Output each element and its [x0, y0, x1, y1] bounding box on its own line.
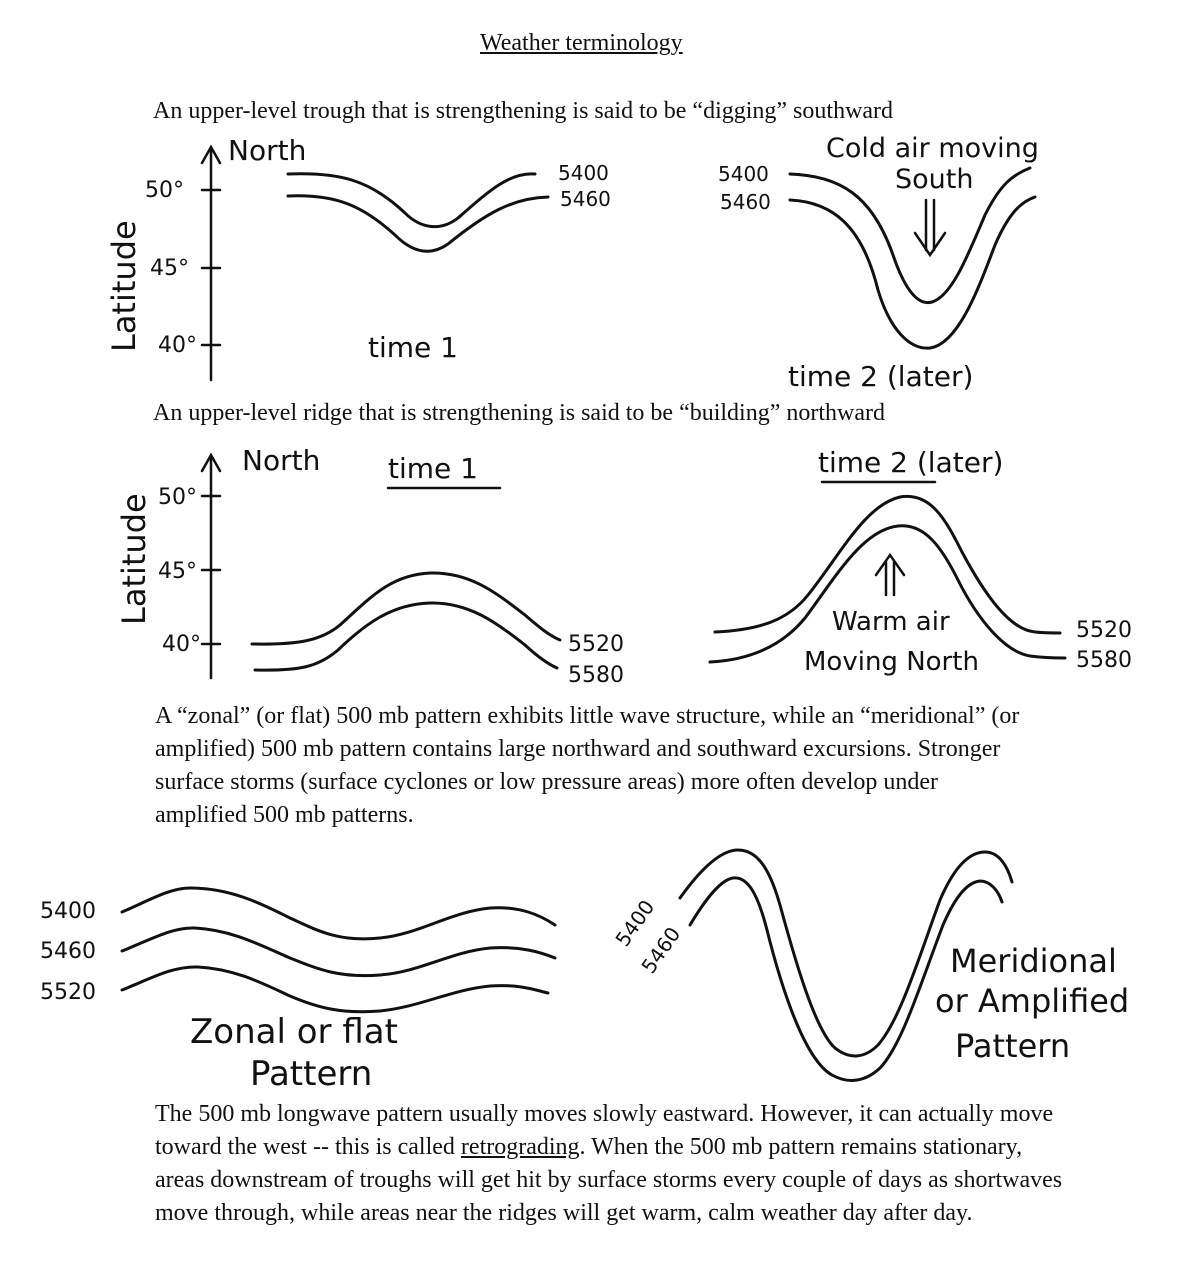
trough-lat-label-50: 50°	[145, 178, 184, 203]
ridge-diagram	[115, 444, 1132, 688]
meridional-label-line1: Meridional	[950, 942, 1117, 980]
trough-time2-label-5400: 5400	[718, 162, 769, 186]
ridge-lat-label-45: 45°	[158, 559, 197, 584]
ridge-time2-label-5520: 5520	[1076, 618, 1132, 643]
trough-time2-contour-5460	[790, 197, 1035, 348]
trough-time1-label: time 1	[368, 331, 458, 364]
page-title: Weather terminology	[480, 30, 683, 56]
south-arrow-icon	[915, 200, 945, 255]
trough-time2-label-5460: 5460	[720, 190, 771, 214]
zonal-pattern-label-line1: Zonal or flat	[190, 1012, 398, 1052]
ridge-time1-contour-5520	[252, 573, 560, 644]
ridge-time2-label: time 2 (later)	[818, 446, 1004, 479]
north-arrow-icon	[876, 555, 904, 595]
ridge-lat-label-40: 40°	[162, 632, 201, 657]
ridge-time1-label-5580: 5580	[568, 663, 624, 688]
trough-annotation-line2: South	[895, 164, 974, 195]
zonal-label-5520: 5520	[40, 980, 96, 1005]
ridge-time1-contour-5580	[255, 603, 557, 670]
trough-lat-label-40: 40°	[158, 333, 197, 358]
zonal-paragraph: A “zonal” (or flat) 500 mb pattern exhibits little wave structure, while an “meridional” (or amplified) 500 mb pattern contains large northward and southward excursions. Stronger surface storms (surface cyclones or low pressure areas) more often develop under amplified 500 mb patterns.	[155, 703, 1020, 828]
zonal-label-5460: 5460	[40, 939, 96, 964]
meridional-label-5460: 5460	[636, 922, 686, 978]
trough-axis-label: Latitude	[105, 220, 143, 352]
ridge-time1-label-5520: 5520	[568, 632, 624, 657]
meridional-label-5400: 5400	[610, 895, 660, 951]
final-paragraph-after: . When the 500 mb pattern remains stationary, areas downstream of troughs will get hit by surface storms every couple of days as shortwaves move through, while areas near the ridges will get warm, calm weather day after day.	[155, 1134, 1063, 1226]
trough-annotation-line1: Cold air moving	[826, 133, 1039, 164]
zonal-contour-5400	[122, 888, 555, 939]
trough-diagram	[105, 133, 1039, 393]
trough-north-label: North	[228, 134, 307, 167]
trough-time2-label: time 2 (later)	[788, 360, 974, 393]
zonal-diagram	[40, 888, 555, 1094]
meridional-label-line3: Pattern	[955, 1027, 1071, 1065]
trough-time1-label-5400: 5400	[558, 161, 609, 185]
meridional-label-line2: or Amplified	[935, 982, 1130, 1020]
ridge-annotation-line1: Warm air	[832, 607, 950, 637]
ridge-axis-label: Latitude	[115, 493, 153, 625]
ridge-time2-contour-5580	[710, 526, 1065, 662]
ridge-caption: An upper-level ridge that is strengthening is said to be “building” northward	[153, 400, 886, 426]
ridge-time2-label-5580: 5580	[1076, 648, 1132, 673]
zonal-label-5400: 5400	[40, 899, 96, 924]
trough-time1-contour-5400	[288, 174, 535, 227]
zonal-pattern-label-line2: Pattern	[250, 1054, 373, 1094]
trough-caption: An upper-level trough that is strengthening is said to be “digging” southward	[153, 98, 894, 124]
meridional-diagram	[610, 850, 1129, 1080]
ridge-lat-label-50: 50°	[158, 485, 197, 510]
final-paragraph-before: The 500 mb longwave pattern usually moves slowly eastward. However, it can actually move toward the west -- this is called	[155, 1101, 1054, 1160]
ridge-annotation-line2: Moving North	[804, 647, 979, 677]
trough-time1-label-5460: 5460	[560, 187, 611, 211]
retrograding-term: retrograding	[460, 1134, 580, 1160]
trough-lat-label-45: 45°	[150, 256, 189, 281]
ridge-time1-label: time 1	[388, 452, 478, 485]
ridge-north-label: North	[242, 444, 321, 477]
